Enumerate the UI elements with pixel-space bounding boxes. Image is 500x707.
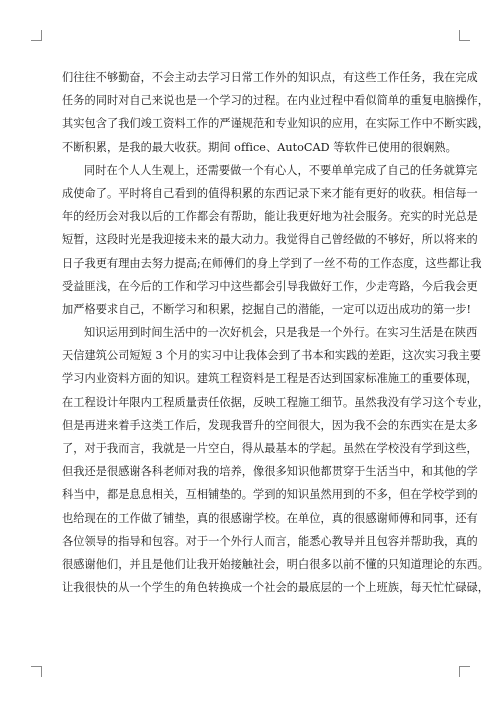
text-line: 科当中，都是息息相关，互相铺垫的。学到的知识虽然用到的不多，但在学校学到的 [62, 488, 478, 502]
text-line: 不断积累，是我的最大收获。期间 office、AutoCAD 等软件已使用的很娴熟。 [62, 140, 457, 154]
text-line: 天信建筑公司短短 3 个月的实习中让我体会到了书本和实践的差距，这次实习我主要 [62, 349, 481, 363]
text-line: 学习内业资料方面的知识。建筑工程资料是工程是否达到国家标准施工的重要体现， [62, 372, 478, 386]
text-line: 加严格要求自己，不断学习和积累，挖掘自己的潜能，一定可以迈出成功的第一步! [62, 302, 472, 316]
text-line: 但我还是很感谢各科老师对我的培养，像很多知识他都贯穿于生活当中，和其他的学 [62, 465, 478, 479]
text-line: 了，对于我而言，我就是一片空白，得从最基本的学起。虽然在学校没有学到这些， [62, 442, 478, 455]
text-line: 受益匪浅，在今后的工作和学习中这些都会引导我做好工作，少走弯路，今后我会更 [62, 279, 478, 293]
document-body [62, 66, 490, 599]
text-line: 同时在个人人生观上，还需要做一个有心人，不要单单完成了自己的任务就算完 [84, 163, 478, 177]
text-line: 短暂，这段时光是我迎接未来的最大动力。我觉得自己曾经做的不够好，所以将来的 [62, 233, 478, 247]
text-line: 很感谢他们，并且是他们让我开始接触社会，明白很多以前不懂的只知道理论的东西。 [62, 557, 490, 571]
crop-mark-bottom-left [31, 666, 42, 677]
text-line: 让我很快的从一个学生的角色转换成一个社会的最底层的一个上班族，每天忙忙碌碌， [62, 581, 490, 595]
text-line: 但是再进来着手这类工作后，发现我晋升的空间很大，因为我不会的东西实在是太多 [62, 418, 478, 432]
text-line: 年的经历会对我以后的工作都会有帮助，能让我更好地为社会服务。充实的时光总是 [62, 210, 478, 224]
text-line: 各位领导的指导和包容。对于一个外行人而言，能悉心教导并且包容并帮助我，真的 [62, 534, 478, 548]
text-line: 任务的同时对自己来说也是一个学习的过程。在内业过程中看似简单的重复电脑操作， [62, 94, 490, 108]
text-line: 知识运用到时间生活中的一次好机会，只是我是一个外行。在实习生活是在陕西 [84, 326, 478, 340]
text-line: 日子我更有理由去努力提高;在师傅们的身上学到了一丝不苟的工作态度，这些都让我 [62, 256, 482, 270]
text-line: 也给现在的工作做了铺垫，真的很感谢学校。在单位，真的很感谢师傅和同事，还有 [62, 511, 478, 525]
text-line: 在工程设计年限内工程质量责任依据，反映工程施工细节。虽然我没有学习这个专业， [62, 395, 490, 409]
crop-mark-top-left [31, 30, 42, 41]
crop-mark-top-right [459, 30, 470, 41]
crop-mark-bottom-right [459, 666, 470, 677]
text-line: 其实包含了我们竣工资料工作的严谨规范和专业知识的应用，在实际工作中不断实践， [62, 117, 490, 131]
text-line: 成使命了。平时将自己看到的值得积累的东西记录下来才能有更好的收获。相信每一 [62, 186, 478, 200]
text-line: 们往往不够勤奋，不会主动去学习日常工作外的知识点，有这些工作任务，我在完成 [62, 71, 478, 84]
